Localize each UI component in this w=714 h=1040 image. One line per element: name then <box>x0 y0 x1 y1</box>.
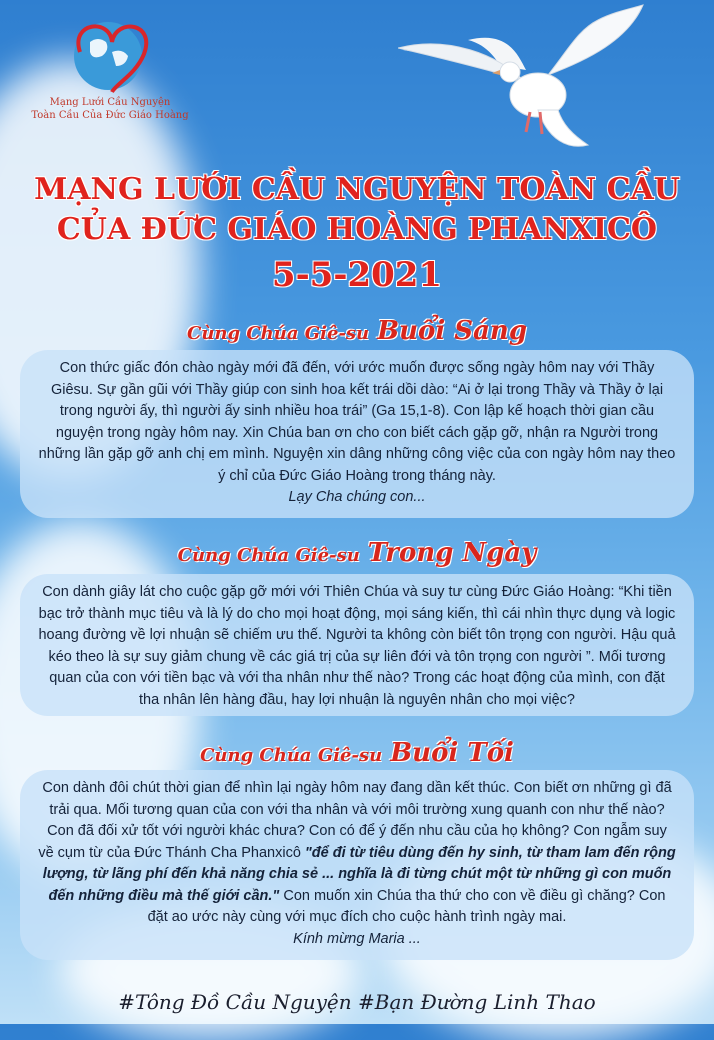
logo <box>30 12 190 122</box>
day-heading-label: Trong Ngày <box>367 538 537 568</box>
evening-closing-prayer: Kính mừng Maria ... <box>293 930 421 947</box>
morning-text: Con thức giấc đón chào ngày mới đã đến, với ước muốn được sống ngày hôm nay với Thầy Giêsu. Sự gần gũi với Thầy giúp con sinh hoa kết trái dồi dào: “Ai ở lại trong Thầy và Thầy ở lại trong người ấy, thì người ấy sinh nhiều hoa trái” (Ga 15,1-8). Con lập kế hoạch thời gian cầu nguyện trong ngày hôm nay. Xin Chúa ban ơn cho con biết cách gặp gỡ, nhận ra Người trong những lần gặp gỡ anh chị em mình. Nguyện xin dâng những công việc của con ngày hôm nay theo ý chỉ của Đức Giáo Hoàng trong tháng này. <box>38 360 676 484</box>
morning-heading-label: Buổi Sáng <box>377 316 527 346</box>
evening-text <box>38 778 676 929</box>
day-text: Con dành giây lát cho cuộc gặp gỡ mới với Thiên Chúa và suy tư cùng Đức Giáo Hoàng: “Khi tiền bạc trở thành mục tiêu và là lý do cho mọi hoạt động, mọi sáng kiến, thì cái nhìn thực dụng và logic hoang đường về lợi nhuận sẽ chiếm ưu thế. Người ta không còn biết tôn trọng con người. Hậu quả kéo theo là sự suy giảm chung về các giá trị của sự liên đới và tôn trọng con người ”. Mối tương quan của con với tiền bạc và với tha nhân như thế nào? Trong các hoạt động của mình, con đặt tha nhân lên hàng đầu, hay lợi nhuận là nguyên nhân cho mọi việc? <box>38 584 676 708</box>
day-heading-prefix: Cùng Chúa Giê-su <box>177 545 360 566</box>
morning-closing-prayer: Lạy Cha chúng con... <box>288 489 426 505</box>
day-heading <box>0 538 714 568</box>
day-section <box>20 574 694 716</box>
evening-heading-label: Buổi Tối <box>390 738 514 768</box>
evening-text-before: Con dành đôi chút thời gian để nhìn lại ngày hôm nay đang dần kết thúc. Con biết ơn những gì đã trải qua. Mối tương quan của con với tha nhân và với môi trường xung quanh con như thế nào? Con đã đối xử tốt với người khác chưa? Con có để ý đến nhu cầu của họ không? Con ngẫm suy về cụm từ của Đức Thánh Cha Phanxicô <box>38 780 672 861</box>
morning-heading-prefix: Cùng Chúa Giê-su <box>187 323 370 344</box>
evening-section <box>20 770 694 960</box>
morning-section <box>20 350 694 518</box>
logo-text-line1: Mạng Lưới Cầu Nguyện <box>49 97 171 108</box>
logo-text-line2: Toàn Cầu Của Đức Giáo Hoàng <box>31 110 189 121</box>
main-title-line1: MẠNG LƯỚI CẦU NGUYỆN TOÀN CẦU <box>34 172 680 207</box>
dove-icon <box>398 0 658 170</box>
evening-quote: "để đi từ tiêu dùng đến hy sinh, từ tham lam đến rộng lượng, từ lãng phí đến khả năng chia sẻ ... nghĩa là đi từng chút một từ những gì con muốn đến những điều mà thế giới cần." <box>42 844 676 904</box>
evening-heading-prefix: Cùng Chúa Giê-su <box>200 745 383 766</box>
footer-hashtags: #Tông Đồ Cầu Nguyện #Bạn Đường Linh Thao <box>118 990 596 1014</box>
evening-heading <box>0 738 714 768</box>
main-title-line2: CỦA ĐỨC GIÁO HOÀNG PHANXICÔ <box>56 212 658 247</box>
morning-heading <box>0 316 714 346</box>
evening-text-after: Con muốn xin Chúa tha thứ cho con về điều gì chăng? Con đặt ao ước này cùng với mục đích cho cuộc hành trình ngày mai. <box>147 887 666 925</box>
main-title-date: 5-5-2021 <box>271 255 443 295</box>
globe-heart-icon <box>60 12 160 96</box>
